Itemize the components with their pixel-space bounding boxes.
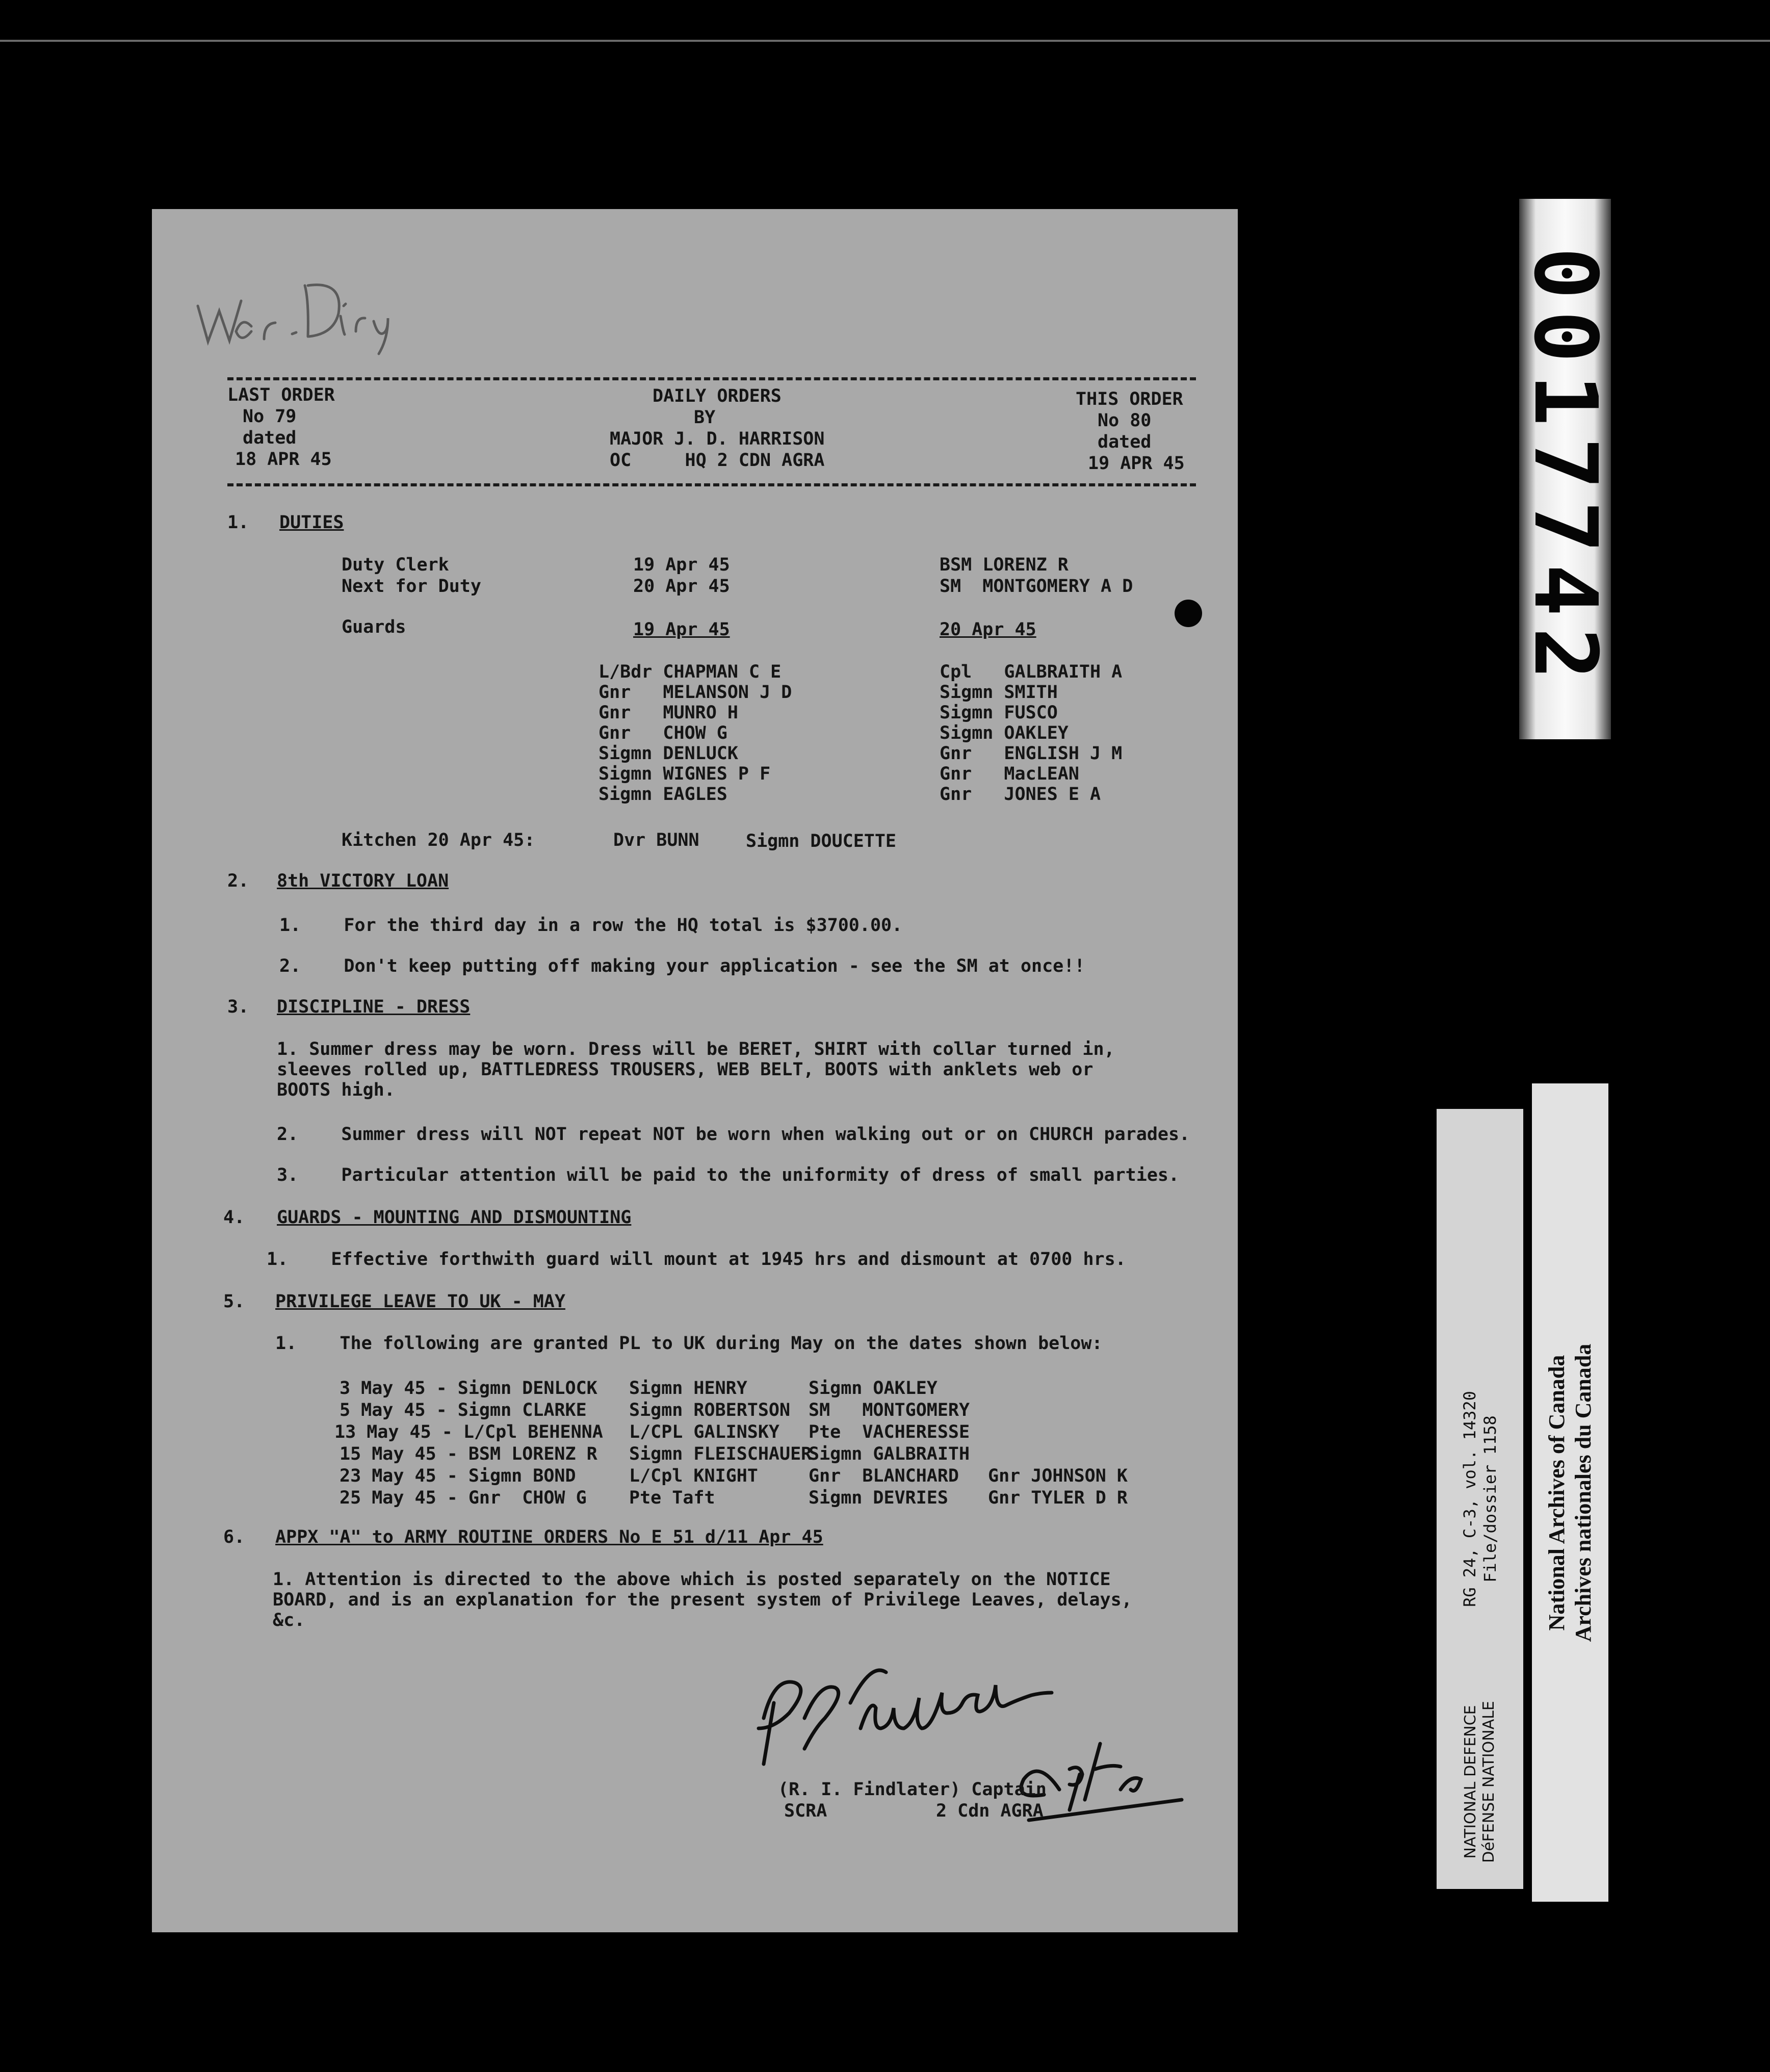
section-title-victory-loan: 8th VICTORY LOAN	[277, 871, 449, 891]
leave-cell: Sigmn ROBERTSON	[629, 1400, 791, 1420]
guards-date-1: 19 Apr 45	[633, 619, 730, 640]
section-title-discipline: DISCIPLINE - DRESS	[277, 997, 471, 1017]
last-order-date: 18 APR 45	[235, 449, 332, 470]
leave-cell: 15 May 45 - BSM LORENZ R	[340, 1444, 597, 1464]
department-line: NATIONAL DEFENCE	[1462, 1705, 1479, 1859]
guards-list-1	[598, 662, 792, 805]
leave-cell: Gnr JOHNSON K	[988, 1466, 1128, 1486]
handwritten-signature	[743, 1642, 1202, 1856]
guard-entry: Sigmn EAGLES	[598, 784, 727, 805]
daily-orders-title: DAILY ORDERS	[653, 386, 782, 406]
this-order-label: THIS ORDER	[1076, 389, 1183, 409]
archives-line: Archives nationales du Canada	[1571, 1343, 1596, 1642]
section-title-guards: GUARDS - MOUNTING AND DISMOUNTING	[277, 1207, 632, 1228]
last-order-dated: dated	[243, 428, 297, 448]
duty-clerk-label: Duty Clerk	[342, 555, 449, 575]
leave-cell: L/CPL GALINSKY	[629, 1422, 780, 1442]
archive-ref-line: RG 24, C-3, vol. 14320	[1460, 1391, 1479, 1607]
section-number: 6.	[223, 1527, 245, 1547]
leave-cell: 13 May 45 - L/Cpl BEHENNA	[334, 1422, 603, 1442]
leave-cell: 5 May 45 - Sigmn CLARKE	[340, 1400, 587, 1420]
paragraph: 1. Summer dress may be worn. Dress will be BERET, SHIRT with collar turned in, sleeves rolled up, BATTLEDRESS TROUSERS, WEB BELT, BOOTS with anklets web or BOOTS high.	[277, 1039, 1115, 1100]
guard-entry: Sigmn DENLUCK	[598, 743, 738, 764]
leave-cell: Sigmn DEVRIES	[809, 1488, 948, 1508]
guard-entry: L/Bdr CHAPMAN C E	[598, 662, 782, 682]
leave-cell: Sigmn FLEISCHAUER	[629, 1444, 812, 1464]
department-text	[1462, 1701, 1498, 1863]
this-order-dated: dated	[1098, 432, 1152, 452]
this-order-no: No 80	[1098, 410, 1152, 431]
bottom-dashed-rule	[227, 483, 1196, 486]
guards-date-2: 20 Apr 45	[940, 619, 1036, 640]
national-archives-text	[1544, 1343, 1597, 1642]
guard-entry: Cpl GALBRAITH A	[940, 662, 1123, 682]
daily-orders-by: BY	[694, 407, 716, 428]
leave-cell: SM MONTGOMERY	[809, 1400, 970, 1420]
kitchen-name-b: Sigmn DOUCETTE	[746, 831, 897, 851]
guard-entry: Sigmn FUSCO	[940, 703, 1058, 723]
leave-cell: Sigmn HENRY	[629, 1378, 747, 1398]
section-title-privilege-leave: PRIVILEGE LEAVE TO UK - MAY	[275, 1291, 565, 1312]
leave-cell: Sigmn OAKLEY	[809, 1378, 938, 1398]
punch-hole	[1175, 600, 1202, 627]
guard-entry: Gnr JONES E A	[940, 784, 1101, 805]
section-number: 4.	[223, 1207, 245, 1228]
leave-cell: 25 May 45 - Gnr CHOW G	[340, 1488, 587, 1508]
frame-number: 0017742	[1515, 247, 1616, 691]
document-page	[152, 209, 1238, 1932]
leave-cell: Sigmn GALBRAITH	[809, 1444, 970, 1464]
leave-cell: Pte VACHERESSE	[809, 1422, 970, 1442]
guard-entry: Gnr ENGLISH J M	[940, 743, 1123, 764]
kitchen-label: Kitchen 20 Apr 45:	[342, 830, 535, 850]
frame-number-strip	[1515, 199, 1616, 739]
paragraph: 1. Effective forthwith guard will mount at 1945 hrs and dismount at 0700 hrs.	[267, 1249, 1126, 1270]
department-line: DéFENSE NATIONALE	[1480, 1701, 1498, 1863]
leave-cell: Pte Taft	[629, 1488, 715, 1508]
section-number: 1.	[227, 512, 249, 533]
leave-cell: L/Cpl KNIGHT	[629, 1466, 758, 1486]
guards-label: Guards	[342, 617, 406, 637]
daily-orders-issuer: MAJOR J. D. HARRISON	[610, 429, 825, 449]
leave-cell: 23 May 45 - Sigmn BOND	[340, 1466, 576, 1486]
paragraph: 2. Summer dress will NOT repeat NOT be worn when walking out or on CHURCH parades.	[277, 1124, 1190, 1145]
section-title-duties: DUTIES	[279, 512, 344, 533]
leave-cell: Gnr BLANCHARD	[809, 1466, 959, 1486]
archive-ref-line: File/dossier 1158	[1480, 1415, 1500, 1583]
leave-cell: Gnr TYLER D R	[988, 1488, 1128, 1508]
this-order-date: 19 APR 45	[1088, 453, 1185, 474]
guard-entry: Gnr MUNRO H	[598, 703, 738, 723]
leave-cell: 3 May 45 - Sigmn DENLOCK	[340, 1378, 597, 1398]
guard-entry: Gnr MacLEAN	[940, 764, 1079, 784]
scan-top-border	[0, 40, 1770, 42]
next-duty-date: 20 Apr 45	[633, 576, 730, 597]
archive-reference-label	[1437, 1109, 1523, 1889]
section-title-appx-a: APPX "A" to ARMY ROUTINE ORDERS No E 51 d/11 Apr 45	[275, 1527, 823, 1547]
guard-entry: Gnr CHOW G	[598, 723, 727, 743]
paragraph: 1. Attention is directed to the above which is posted separately on the NOTICE BOARD, and is an explanation for the present system of Privilege Leaves, delays, &c.	[273, 1569, 1132, 1630]
duty-clerk-name: BSM LORENZ R	[940, 555, 1069, 575]
next-duty-label: Next for Duty	[342, 576, 481, 597]
guards-list-2	[940, 662, 1122, 805]
section-number: 5.	[223, 1291, 245, 1312]
handwritten-war-diary-note	[188, 240, 473, 357]
paragraph: 1. The following are granted PL to UK during May on the dates shown below:	[275, 1333, 1103, 1354]
guard-entry: Sigmn WIGNES P F	[598, 764, 771, 784]
signatory-unit-a: SCRA	[784, 1801, 827, 1821]
daily-orders-unit: OC HQ 2 CDN AGRA	[610, 450, 825, 471]
guard-entry: Sigmn OAKLEY	[940, 723, 1069, 743]
signatory-name: (R. I. Findlater) Captain	[778, 1779, 1047, 1800]
duty-clerk-date: 19 Apr 45	[633, 555, 730, 575]
department-block	[1437, 1675, 1523, 1889]
archive-reference-text	[1460, 1391, 1500, 1607]
top-dashed-rule	[227, 377, 1196, 380]
archives-line: National Archives of Canada	[1544, 1355, 1569, 1630]
paragraph: 2. Don't keep putting off making your application - see the SM at once!!	[279, 956, 1085, 976]
paragraph: 3. Particular attention will be paid to the uniformity of dress of small parties.	[277, 1165, 1180, 1185]
section-number: 2.	[227, 871, 249, 891]
paragraph: 1. For the third day in a row the HQ total is $3700.00.	[279, 915, 903, 936]
section-number: 3.	[227, 997, 249, 1017]
kitchen-name-a: Dvr BUNN	[613, 830, 699, 850]
guard-entry: Sigmn SMITH	[940, 682, 1058, 703]
next-duty-name: SM MONTGOMERY A D	[940, 576, 1133, 597]
guard-entry: Gnr MELANSON J D	[598, 682, 792, 703]
last-order-label: LAST ORDER	[227, 385, 335, 405]
national-archives-label	[1532, 1083, 1608, 1902]
signatory-unit-b: 2 Cdn AGRA	[936, 1801, 1044, 1821]
last-order-no: No 79	[243, 406, 297, 427]
